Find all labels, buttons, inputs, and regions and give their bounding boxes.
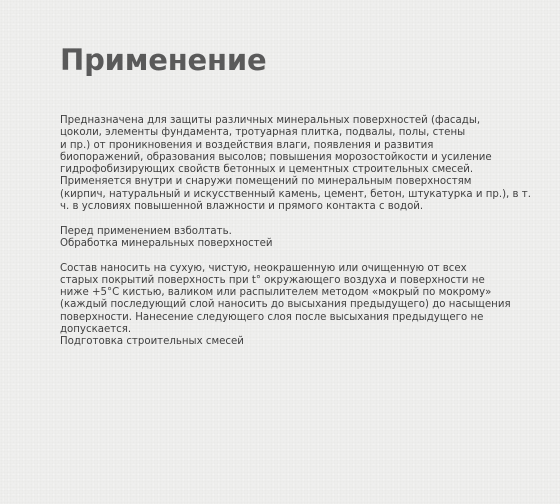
paragraph-spacer: [60, 213, 506, 225]
text-line: ниже +5°С кистью, валиком или распылителем методом «мокрый по мокрому»: [60, 287, 492, 299]
text-line: старых покрытий поверхность при t° окружающего воздуха и поверхности не: [60, 274, 485, 286]
text-line: и пр.) от проникновения и воздействия влаги, появления и развития: [60, 139, 434, 151]
text-line: Подготовка строительных смесей: [60, 336, 244, 348]
description-text: [60, 115, 531, 349]
text-line: гидрофобизирующих свойств бетонных и цементных строительных смесей.: [60, 164, 474, 176]
text-line: биопоражений, образования высолов; повышения морозостойкости и усиление: [60, 151, 492, 163]
paragraph-spacer: [60, 250, 506, 262]
paragraph-purpose: [60, 115, 531, 213]
paragraph-application: [60, 262, 511, 349]
text-line: Обработка минеральных поверхностей: [60, 237, 273, 249]
text-line: допускается.: [60, 324, 132, 336]
text-line: (каждый последующий слой наносить до высыхания предыдущего) до насыщения: [60, 299, 511, 311]
text-line: Предназначена для защиты различных минеральных поверхностей (фасады,: [60, 115, 481, 126]
page-title: Применение: [60, 43, 267, 77]
text-line: цоколи, элементы фундамента, тротуарная плитка, подвалы, полы, стены: [60, 127, 466, 139]
paragraph-preparation: [60, 226, 506, 251]
text-line: Перед применением взболтать.: [60, 225, 232, 237]
text-line: Состав наносить на сухую, чистую, неокрашенную или очищенную от всех: [60, 262, 467, 274]
text-line: (кирпич, натуральный и искусственный камень, цемент, бетон, штукатурка и пр.), в т.: [60, 188, 531, 200]
text-line: поверхности. Нанесение следующего слоя после высыхания предыдущего не: [60, 311, 484, 323]
text-line: ч. в условиях повышенной влажности и прямого контакта с водой.: [60, 201, 424, 213]
text-line: Применяется внутри и снаружи помещений по минеральным поверхностям: [60, 176, 472, 188]
